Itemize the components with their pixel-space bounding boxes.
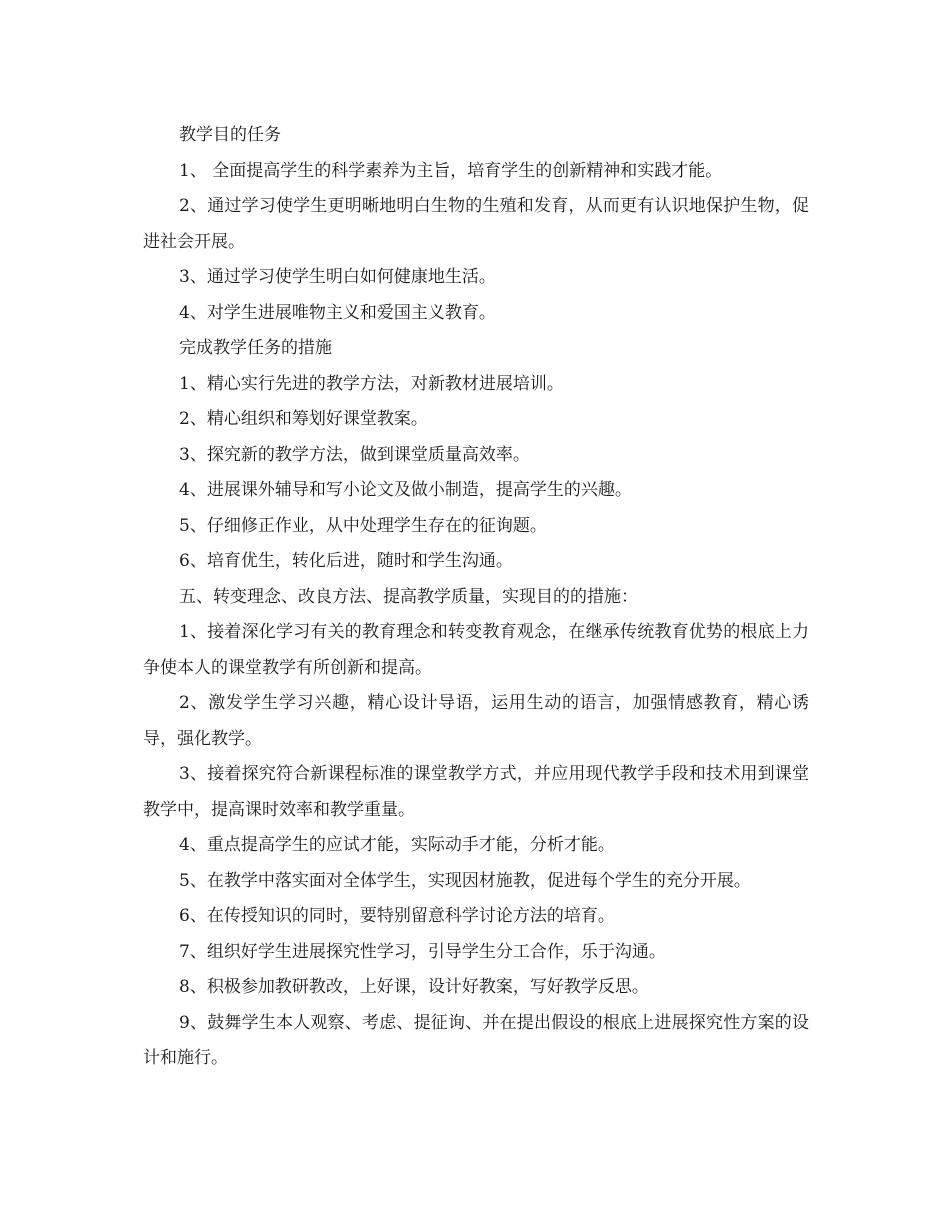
section-heading-teaching-goals: 教学目的任务 bbox=[179, 125, 281, 145]
measure-item-1: 1、精心实行先进的教学方法，对新教材进展培训。 bbox=[179, 373, 564, 394]
section-heading-five: 五、转变理念、改良方法、提高教学质量，实现目的的措施： bbox=[179, 586, 638, 607]
measure-item-5: 5、仔细修正作业，从中处理学生存在的征询题。 bbox=[179, 515, 547, 536]
reform-item-5: 5、在教学中落实面对全体学生，实现因材施教，促进每个学生的充分开展。 bbox=[179, 870, 751, 891]
reform-item-3: 3、接着探究符合新课程标准的课堂教学方式，并应用现代教学手段和技术用到课堂教学中，提高课时效率和教学重量。 bbox=[143, 764, 809, 820]
document-body bbox=[143, 118, 809, 1077]
reform-item-7: 7、组织好学生进展探究性学习，引导学生分工合作，乐于沟通。 bbox=[179, 941, 666, 962]
goal-item-4: 4、对学生进展唯物主义和爱国主义教育。 bbox=[179, 302, 496, 323]
section-heading-measures: 完成教学任务的措施 bbox=[179, 338, 332, 358]
measure-item-4: 4、进展课外辅导和写小论文及做小制造，提高学生的兴趣。 bbox=[179, 480, 632, 500]
reform-item-8: 8、积极参加教研教改，上好课，设计好教案，写好教学反思。 bbox=[179, 977, 649, 997]
measure-item-6: 6、培育优生，转化后进，随时和学生沟通。 bbox=[179, 551, 513, 571]
reform-item-4: 4、重点提高学生的应试才能，实际动手才能，分析才能。 bbox=[179, 835, 615, 855]
reform-item-2: 2、激发学生学习兴趣，精心设计导语，运用生动的语言，加强情感教育，精心诱导，强化教学。 bbox=[143, 693, 809, 749]
goal-item-2: 2、通过学习使学生更明晰地明白生物的生殖和发育，从而更有认识地保护生物，促进社会开展。 bbox=[143, 196, 809, 252]
measure-item-3: 3、探究新的教学方法，做到课堂质量高效率。 bbox=[179, 444, 530, 465]
goal-item-1: 1、 全面提高学生的科学素养为主旨，培育学生的创新精神和实践才能。 bbox=[179, 160, 723, 181]
reform-item-1: 1、接着深化学习有关的教育理念和转变教育观念，在继承传统教育优势的根底上力争使本人的课堂教学有所创新和提高。 bbox=[143, 622, 809, 678]
reform-item-9: 9、鼓舞学生本人观察、考虑、提征询、并在提出假设的根底上进展探究性方案的设计和施行。 bbox=[143, 1012, 809, 1068]
goal-item-3: 3、通过学习使学生明白如何健康地生活。 bbox=[179, 267, 496, 287]
reform-item-6: 6、在传授知识的同时，要特别留意科学讨论方法的培育。 bbox=[179, 906, 615, 926]
measure-item-2: 2、精心组织和筹划好课堂教案。 bbox=[179, 409, 428, 429]
